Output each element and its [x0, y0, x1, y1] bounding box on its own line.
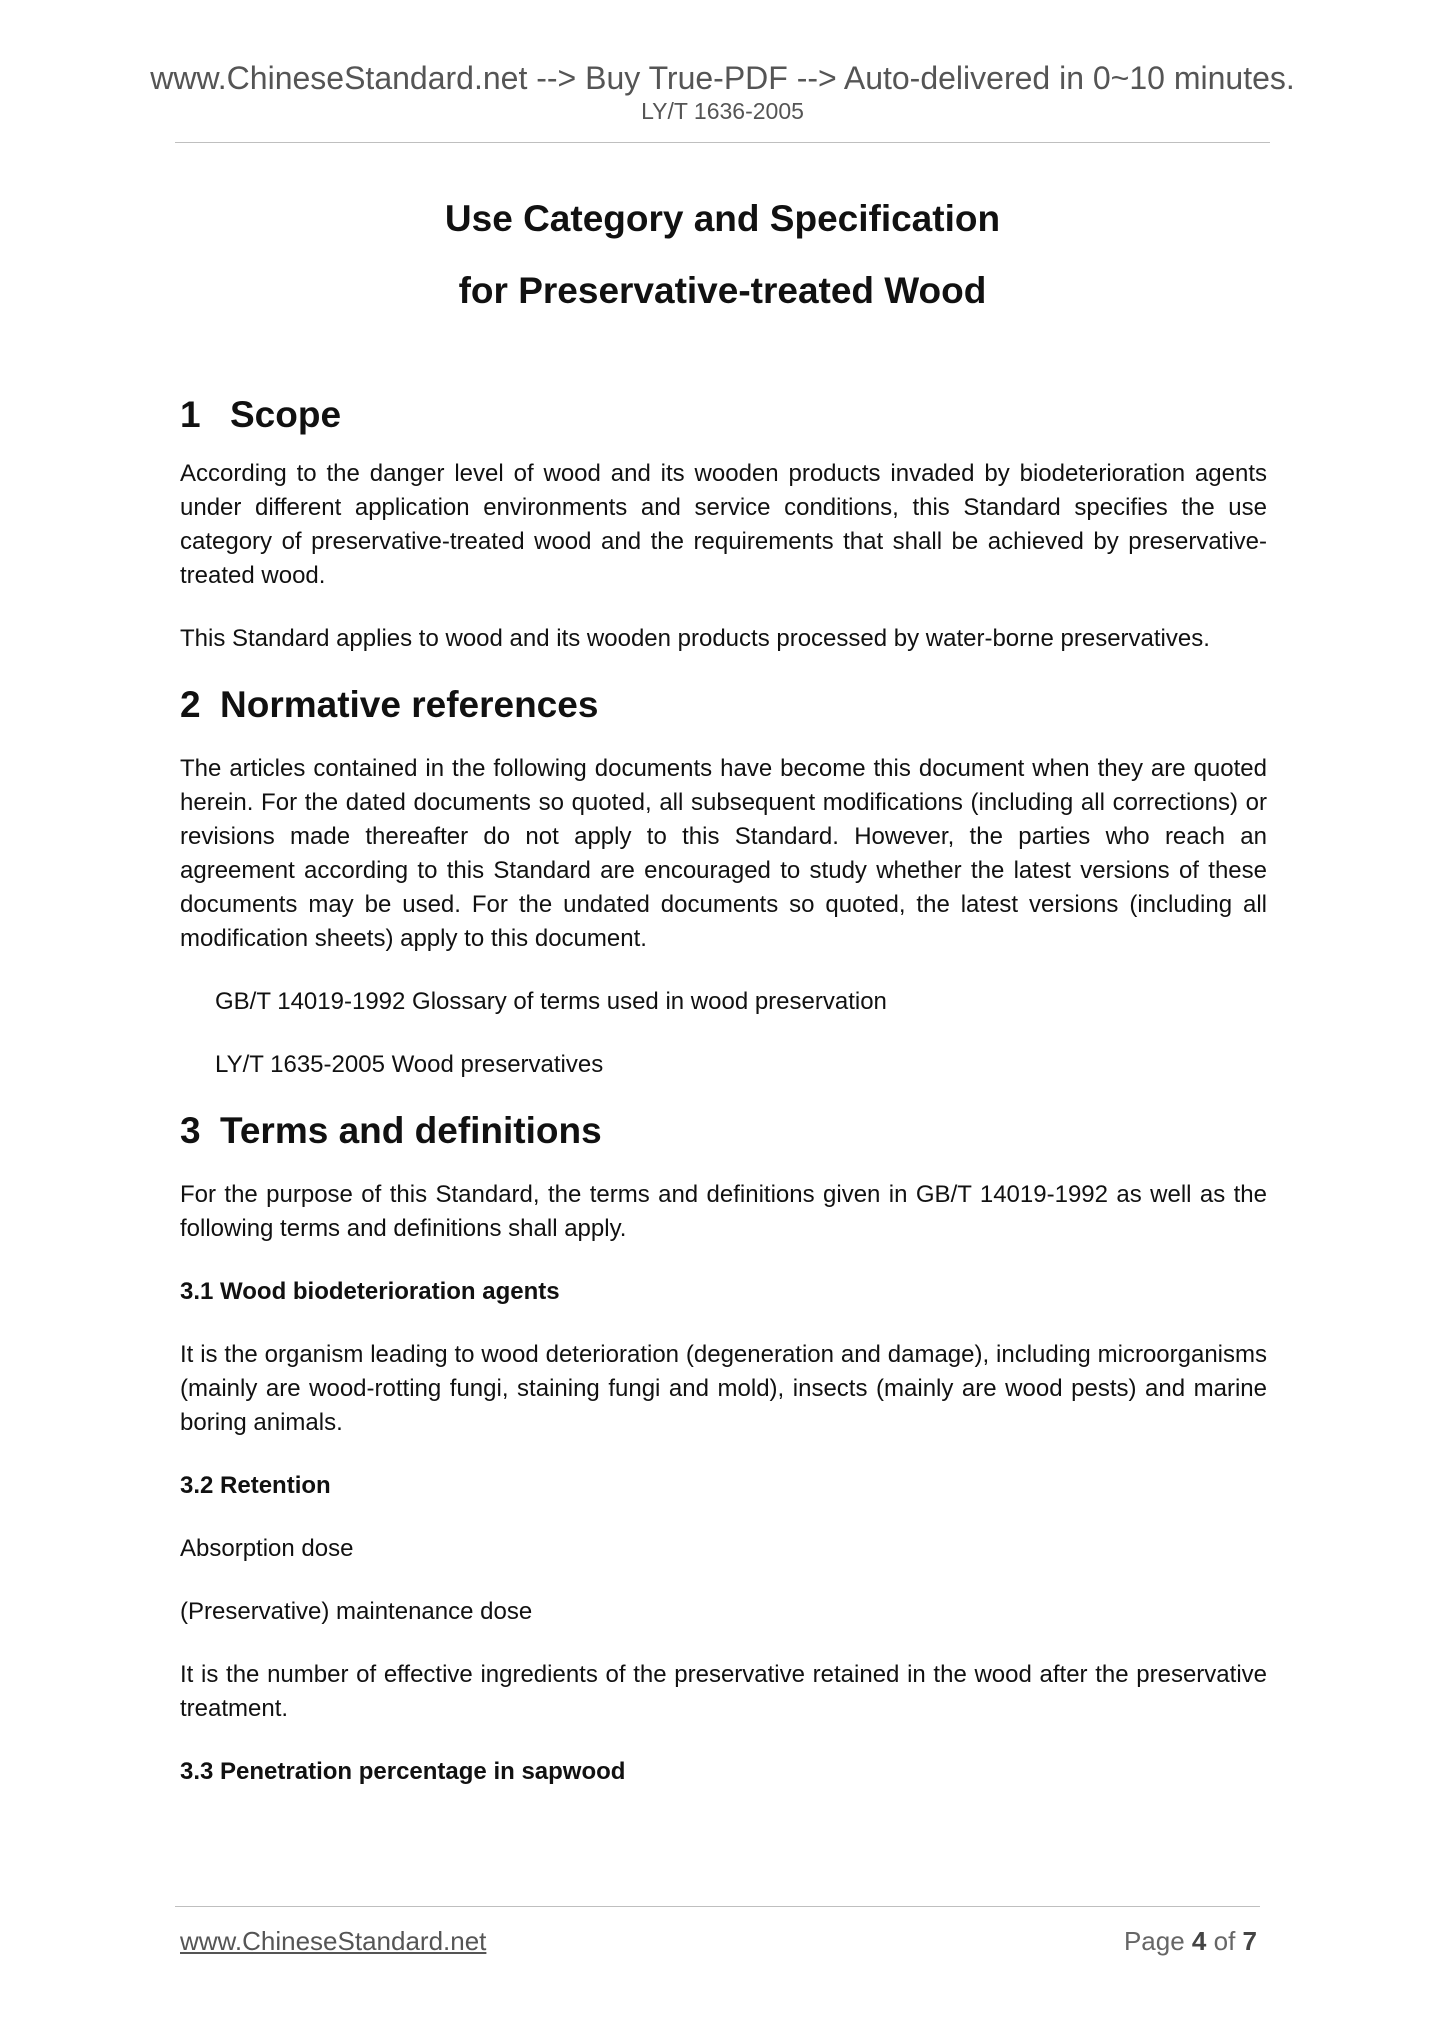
- document-body: [180, 390, 1267, 1789]
- reference-item: LY/T 1635-2005 Wood preservatives: [215, 1051, 604, 1078]
- terms-intro-paragraph: For the purpose of this Standard, the terms and definitions given in GB/T 14019-1992 as well as the following terms and definitions shall apply.: [180, 1181, 1267, 1242]
- standard-number: LY/T 1636-2005: [641, 98, 804, 124]
- term-heading: 3.1 Wood biodeterioration agents: [180, 1278, 560, 1305]
- header-divider: [175, 142, 1270, 143]
- term-heading: 3.3 Penetration percentage in sapwood: [180, 1758, 626, 1785]
- page-of-label: of: [1213, 1926, 1236, 1956]
- current-page-number: 4: [1191, 1926, 1207, 1956]
- title-line-1: Use Category and Specification: [444, 198, 1001, 239]
- section-title: Normative references: [220, 684, 599, 725]
- section-number: 2: [180, 684, 201, 725]
- total-pages-number: 7: [1242, 1926, 1257, 1956]
- reference-item: GB/T 14019-1992 Glossary of terms used in wood preservation: [215, 988, 887, 1015]
- section-title: Scope: [230, 394, 342, 435]
- section-title: Terms and definitions: [220, 1110, 602, 1151]
- section-number: 1: [180, 394, 201, 435]
- term-definition: It is the number of effective ingredients of the preservative retained in the wood after the preservative treatment.: [180, 1661, 1267, 1722]
- section-heading-normative-references: [180, 680, 1267, 730]
- term-definition: It is the organism leading to wood deterioration (degeneration and damage), including microorganisms (mainly are wood-rotting fungi, staining fungi and mold), insects (mainly are wood pests) and marine boring animals.: [180, 1341, 1267, 1436]
- page-label: Page: [1123, 1926, 1185, 1956]
- document-title: [175, 183, 1270, 327]
- term-synonym: (Preservative) maintenance dose: [180, 1598, 533, 1625]
- footer-website-link[interactable]: www.ChineseStandard.net: [180, 1926, 487, 1956]
- scope-paragraph-1: According to the danger level of wood and its wooden products invaded by biodeterioration agents under different application environments and service conditions, this Standard specifies the use category of preservative-treated wood and the requirements that shall be achieved by preservative-treated wood.: [180, 460, 1267, 589]
- normative-paragraph: The articles contained in the following documents have become this document when they are quoted herein. For the dated documents so quoted, all subsequent modifications (including all corrections) or revisions made thereafter do not apply to this Standard. However, the parties who reach an agreement according to this Standard are encouraged to study whether the latest versions of these documents may be used. For the undated documents so quoted, the latest versions (including all modification sheets) apply to this document.: [180, 755, 1267, 952]
- title-line-2: for Preservative-treated Wood: [458, 270, 987, 311]
- header-banner: www.ChineseStandard.net --> Buy True-PDF --> Auto-delivered in 0~10 minutes.: [150, 60, 1295, 96]
- term-heading: 3.2 Retention: [180, 1472, 331, 1499]
- section-number: 3: [180, 1110, 201, 1151]
- section-heading-scope: [180, 390, 1267, 440]
- page-header: [0, 58, 1445, 124]
- scope-paragraph-2: This Standard applies to wood and its wooden products processed by water-borne preservatives.: [180, 625, 1210, 652]
- page-indicator: [1124, 1926, 1257, 1957]
- term-synonym: Absorption dose: [180, 1535, 354, 1562]
- section-heading-terms-definitions: [180, 1106, 1267, 1156]
- footer-divider: [175, 1906, 1260, 1907]
